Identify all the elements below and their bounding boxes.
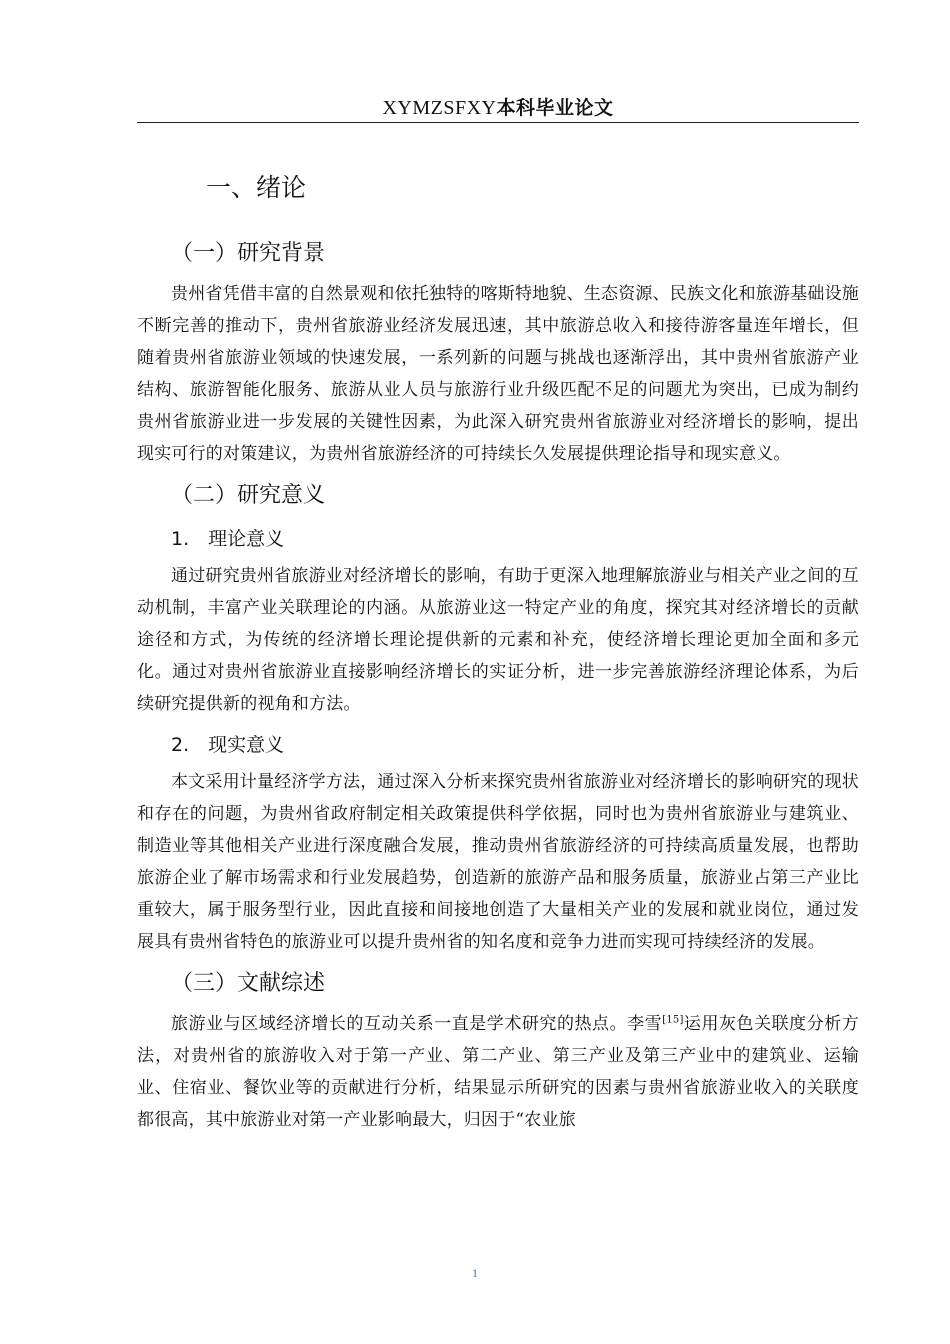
- page-body: [137, 168, 859, 1136]
- subsection-title-practice: 2. 现实意义: [171, 734, 285, 756]
- section-title-literature: （三）文献综述: [171, 971, 326, 996]
- section-title-significance: （二）研究意义: [171, 483, 326, 508]
- paragraph-background: 贵州省凭借丰富的自然景观和依托独特的喀斯特地貌、生态资源、民族文化和旅游基础设施不断完善的推动下，贵州省旅游业经济发展迅速，其中旅游总收入和接待游客量连年增长，但随着贵州省旅游业领域的快速发展，一系列新的问题与挑战也逐渐浮出，其中贵州省旅游产业结构、旅游智能化服务、旅游从业人员与旅游行业升级匹配不足的问题尤为突出，已成为制约贵州省旅游业进一步发展的关键性因素，为此深入研究贵州省旅游业对经济增长的影响，提出现实可行的对策建议，为贵州省旅游经济的可持续长久发展提供理论指导和现实意义。: [137, 284, 859, 464]
- header-title: 本科毕业论文: [496, 97, 614, 119]
- paragraph-theory: 通过研究贵州省旅游业对经济增长的影响，有助于更深入地理解旅游业与相关产业之间的互动机制，丰富产业关联理论的内涵。从旅游业这一特定产业的角度，探究其对经济增长的贡献途径和方式，为传统的经济增长理论提供新的元素和补充，使经济增长理论更加全面和多元化。通过对贵州省旅游业直接影响经济增长的实证分析，进一步完善旅游经济理论体系，为后续研究提供新的视角和方法。: [137, 566, 859, 714]
- chapter-title: 一、绪论: [206, 173, 307, 202]
- literature-text-part1: 旅游业与区域经济增长的互动关系一直是学术研究的热点。李雪: [171, 1014, 663, 1034]
- header-code: XYMZSFXY: [382, 97, 497, 119]
- running-header: [137, 92, 859, 123]
- literature-text-part2: 运用灰色关联度分析方法，对贵州省的旅游收入对于第一产业、第二产业、第三产业及第三产业中的建筑业、运输业、住宿业、餐饮业等的贡献进行分析，结果显示所研究的因素与贵州省旅游业收入的关联度都很高，其中旅游业对第一产业影响最大，归因于“农业旅: [137, 1014, 859, 1130]
- page-number: 1: [472, 1266, 478, 1280]
- paragraph-literature: [137, 1008, 859, 1136]
- subsection-title-theory: 1. 理论意义: [171, 528, 285, 550]
- section-title-background: （一）研究背景: [171, 241, 326, 266]
- paragraph-practice: 本文采用计量经济学方法，通过深入分析来探究贵州省旅游业对经济增长的影响研究的现状和存在的问题，为贵州省政府制定相关政策提供科学依据，同时也为贵州省旅游业与建筑业、制造业等其他相关产业进行深度融合发展，推动贵州省旅游经济的可持续高质量发展，也帮助旅游企业了解市场需求和行业发展趋势，创造新的旅游产品和服务质量，旅游业占第三产业比重较大，属于服务型行业，因此直接和间接地创造了大量相关产业的发展和就业岗位，通过发展具有贵州省特色的旅游业可以提升贵州省的知名度和竞争力进而实现可持续经济的发展。: [137, 772, 859, 952]
- citation-reference: [15]: [662, 1014, 684, 1026]
